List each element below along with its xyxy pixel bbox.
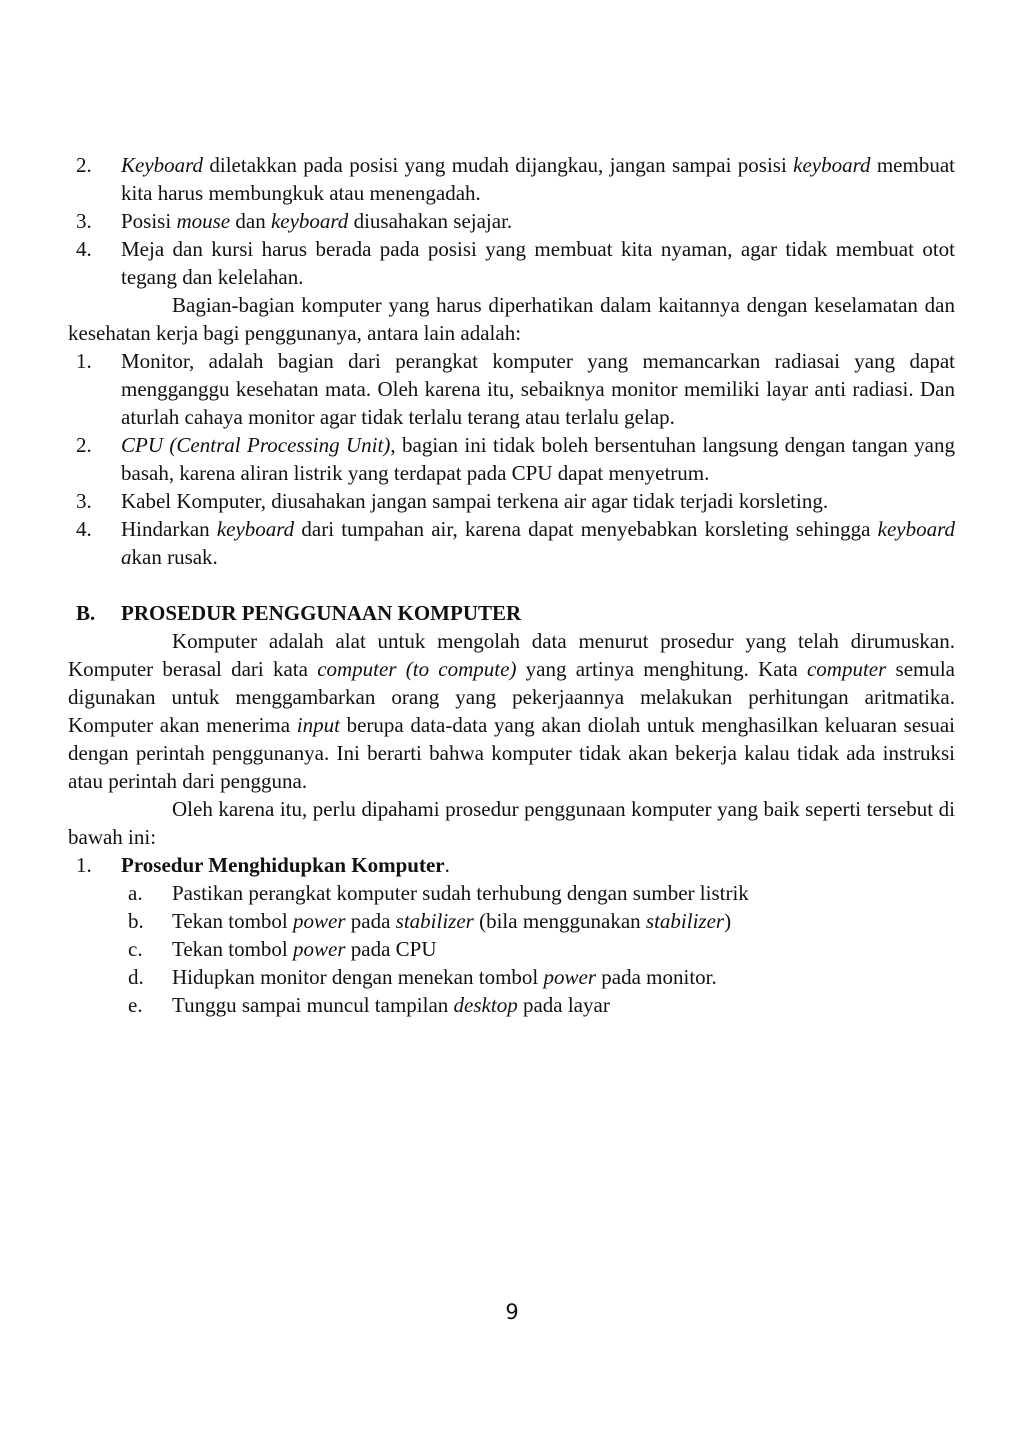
list-number: a. xyxy=(128,881,143,905)
text-run: keyboard xyxy=(793,153,871,177)
text-run: Komputer adalah alat untuk mengolah data menurut prosedur yang telah dirumuskan. Komputer berasal dari kata xyxy=(68,629,955,681)
text-run: pada CPU xyxy=(345,937,437,961)
list-number: 4. xyxy=(76,237,92,261)
text-run: semula digunakan untuk menggambarkan orang yang pekerjaannya melakukan perhitungan aritmatika. Komputer akan menerima xyxy=(68,657,955,737)
list-number: 1. xyxy=(76,349,92,373)
text-run: Hindarkan xyxy=(121,517,217,541)
list-number: 1. xyxy=(76,853,92,877)
list-number: 2. xyxy=(76,433,92,457)
text-run: yang artinya menghitung. Kata xyxy=(516,657,807,681)
text-run: keyboard xyxy=(270,209,349,233)
paragraph-procedure-intro: Oleh karena itu, perlu dipahami prosedur penggunaan komputer yang baik seperti tersebut di bawah ini: xyxy=(68,797,955,849)
section-letter: B. xyxy=(76,601,96,625)
text-run: computer xyxy=(806,657,887,681)
text-run: Meja dan kursi harus berada pada posisi yang membuat kita nyaman, agar tidak membuat otot tegang dan kelelahan. xyxy=(121,237,955,289)
list-item xyxy=(68,347,955,431)
step-item xyxy=(68,879,955,907)
text-run: dari tumpahan air, karena dapat menyebabkan korsleting sehingga xyxy=(294,517,878,541)
step-item xyxy=(68,907,955,935)
text-run: Tekan tombol xyxy=(172,909,294,933)
section-title: PROSEDUR PENGGUNAAN KOMPUTER xyxy=(121,601,522,625)
list-number: 2. xyxy=(76,153,92,177)
text-run: Monitor, adalah bagian dari perangkat komputer yang memancarkan radiasai yang dapat mengganggu kesehatan mata. Oleh karena itu, sebaiknya monitor memiliki layar anti radiasi. Dan aturlah cahaya monitor agar tidak terlalu terang atau terlalu gelap. xyxy=(121,349,955,429)
text-run: CPU (Central Processing Unit) xyxy=(121,433,391,457)
list-item xyxy=(68,151,955,207)
text-run: mouse xyxy=(176,209,231,233)
section-heading-b xyxy=(68,599,955,627)
paragraph-computer-definition xyxy=(68,627,955,795)
text-run: pada monitor. xyxy=(596,965,717,989)
text-run: Kabel Komputer, diusahakan jangan sampai terkena air agar tidak terjadi korsleting. xyxy=(121,489,829,513)
text-run: , bagian ini tidak boleh bersentuhan langsung dengan tangan yang basah, karena aliran listrik yang terdapat pada CPU dapat menyetrum. xyxy=(121,433,955,485)
step-item xyxy=(68,935,955,963)
list-number: d. xyxy=(128,965,144,989)
text-run: stabilizer xyxy=(645,909,725,933)
list-item xyxy=(68,235,955,291)
power-on-steps-list xyxy=(68,879,955,1019)
text-run: keyboard a xyxy=(121,517,955,569)
procedure-title xyxy=(68,851,955,879)
text-run: Pastikan perangkat komputer sudah terhubung dengan sumber listrik xyxy=(172,881,749,905)
text-run: membuat kita harus membungkuk atau menengadah. xyxy=(121,153,955,205)
list-number: 4. xyxy=(76,517,92,541)
text-run: Posisi xyxy=(121,209,177,233)
text-run: ) xyxy=(724,909,732,933)
text-run: stabilizer xyxy=(395,909,474,933)
step-item xyxy=(68,991,955,1019)
text-run: Tunggu sampai muncul tampilan xyxy=(172,993,454,1017)
text-run: keyboard xyxy=(216,517,295,541)
text-run: (bila menggunakan xyxy=(473,909,646,933)
text-run: diusahakan sejajar. xyxy=(348,209,513,233)
text-run: kan rusak. xyxy=(131,545,218,569)
text-run: power xyxy=(293,937,346,961)
text-run: power xyxy=(293,909,346,933)
text-run: pada layar xyxy=(517,993,610,1017)
page-number: 9 xyxy=(505,1300,519,1324)
text-run: computer (to compute) xyxy=(317,657,517,681)
text-run: power xyxy=(543,965,597,989)
list-number: c. xyxy=(128,937,143,961)
text-run: . xyxy=(444,853,450,877)
text-run: Hidupkan monitor dengan menekan tombol xyxy=(172,965,544,989)
text-run: Keyboard xyxy=(121,153,204,177)
text-run: desktop xyxy=(453,993,518,1017)
list-item xyxy=(68,207,955,235)
list-item xyxy=(68,515,955,571)
text-run: diletakkan pada posisi yang mudah dijangkau, jangan sampai posisi xyxy=(203,153,794,177)
step-item xyxy=(68,963,955,991)
list-number: 3. xyxy=(76,209,92,233)
list-number: e. xyxy=(128,993,143,1017)
text-run: Prosedur Menghidupkan Komputer xyxy=(121,853,445,877)
computer-parts-list xyxy=(68,347,955,571)
list-number: b. xyxy=(128,909,144,933)
text-run: Tekan tombol xyxy=(172,937,294,961)
list-item xyxy=(68,431,955,487)
list-number: 3. xyxy=(76,489,92,513)
paragraph-computer-parts: Bagian-bagian komputer yang harus diperhatikan dalam kaitannya dengan keselamatan dan kesehatan kerja bagi penggunanya, antara lain adalah: xyxy=(68,293,955,345)
text-run: berupa data-data yang akan diolah untuk menghasilkan keluaran sesuai dengan perintah penggunanya. Ini berarti bahwa komputer tidak akan bekerja kalau tidak ada instruksi atau perintah dari pengguna. xyxy=(68,713,956,793)
text-run: input xyxy=(296,713,340,737)
list-item xyxy=(68,487,955,515)
page-content xyxy=(68,151,955,1019)
text-run: pada xyxy=(345,909,396,933)
text-run: dan xyxy=(230,209,271,233)
procedure-heading xyxy=(68,851,955,879)
ergonomics-list xyxy=(68,151,955,291)
